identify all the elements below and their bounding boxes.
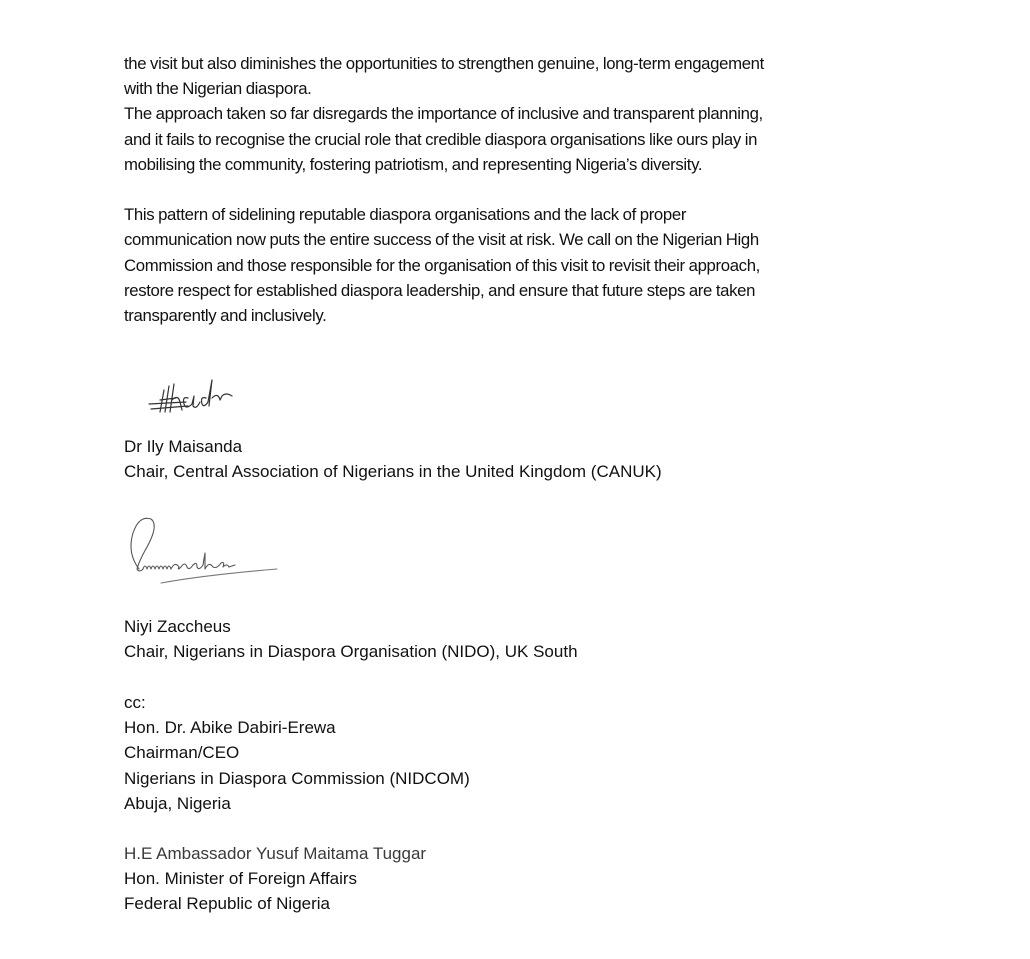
cc-recipient-line: Hon. Minister of Foreign Affairs xyxy=(124,869,358,889)
cc-section xyxy=(124,690,470,816)
paragraph-line: with the Nigerian diaspora. xyxy=(124,79,312,99)
paragraph-line: the visit but also diminishes the opportunities to strengthen genuine, long-term engagement xyxy=(124,54,764,73)
paragraph-line: Commission and those responsible for the organisation of this visit to revisit their approach, xyxy=(124,255,760,275)
cc-recipient-line: Abuja, Nigeria xyxy=(124,793,231,813)
paragraph-2 xyxy=(124,101,902,177)
paragraph-line: The approach taken so far disregards the importance of inclusive and transparent planning, xyxy=(124,104,763,124)
paragraph-3 xyxy=(124,202,902,328)
cc-label: cc: xyxy=(124,693,146,712)
signature-zaccheus-icon xyxy=(125,513,285,585)
paragraph-line: restore respect for established diaspora leadership, and ensure that future steps are taken xyxy=(124,280,756,300)
signatory-title: Chair, Central Association of Nigerians in the United Kingdom (CANUK) xyxy=(124,462,662,482)
cc-recipient-2 xyxy=(124,841,426,917)
signatory-title: Chair, Nigerians in Diaspora Organisation (NIDO), UK South xyxy=(124,642,578,662)
cc-recipient-line: Hon. Dr. Abike Dabiri-Erewa xyxy=(124,718,336,738)
paragraph-line: transparently and inclusively. xyxy=(124,305,327,325)
paragraph-line: mobilising the community, fostering patriotism, and representing Nigeria’s diversity. xyxy=(124,154,703,174)
signatory-2 xyxy=(124,614,578,664)
cc-recipient-line: Nigerians in Diaspora Commission (NIDCOM) xyxy=(124,768,470,788)
letter-body xyxy=(124,51,914,328)
signatory-name: Niyi Zaccheus xyxy=(124,617,231,636)
paragraph-line: and it fails to recognise the crucial role that credible diaspora organisations like ours play in xyxy=(124,129,758,149)
signatory-1 xyxy=(124,434,662,484)
signature-maisanda-icon xyxy=(146,372,246,417)
paragraph-1 xyxy=(124,51,902,101)
cc-recipient-line: Chairman/CEO xyxy=(124,743,240,763)
cc-recipient-line: Federal Republic of Nigeria xyxy=(124,894,330,914)
paragraph-line: This pattern of sidelining reputable diaspora organisations and the lack of proper xyxy=(124,205,687,225)
paragraph-spacer xyxy=(124,177,914,202)
cc-recipient-line: H.E Ambassador Yusuf Maitama Tuggar xyxy=(124,844,427,863)
paragraph-line: communication now puts the entire success of the visit at risk. We call on the Nigerian High xyxy=(124,230,759,250)
signatory-name: Dr Ily Maisanda xyxy=(124,437,243,456)
